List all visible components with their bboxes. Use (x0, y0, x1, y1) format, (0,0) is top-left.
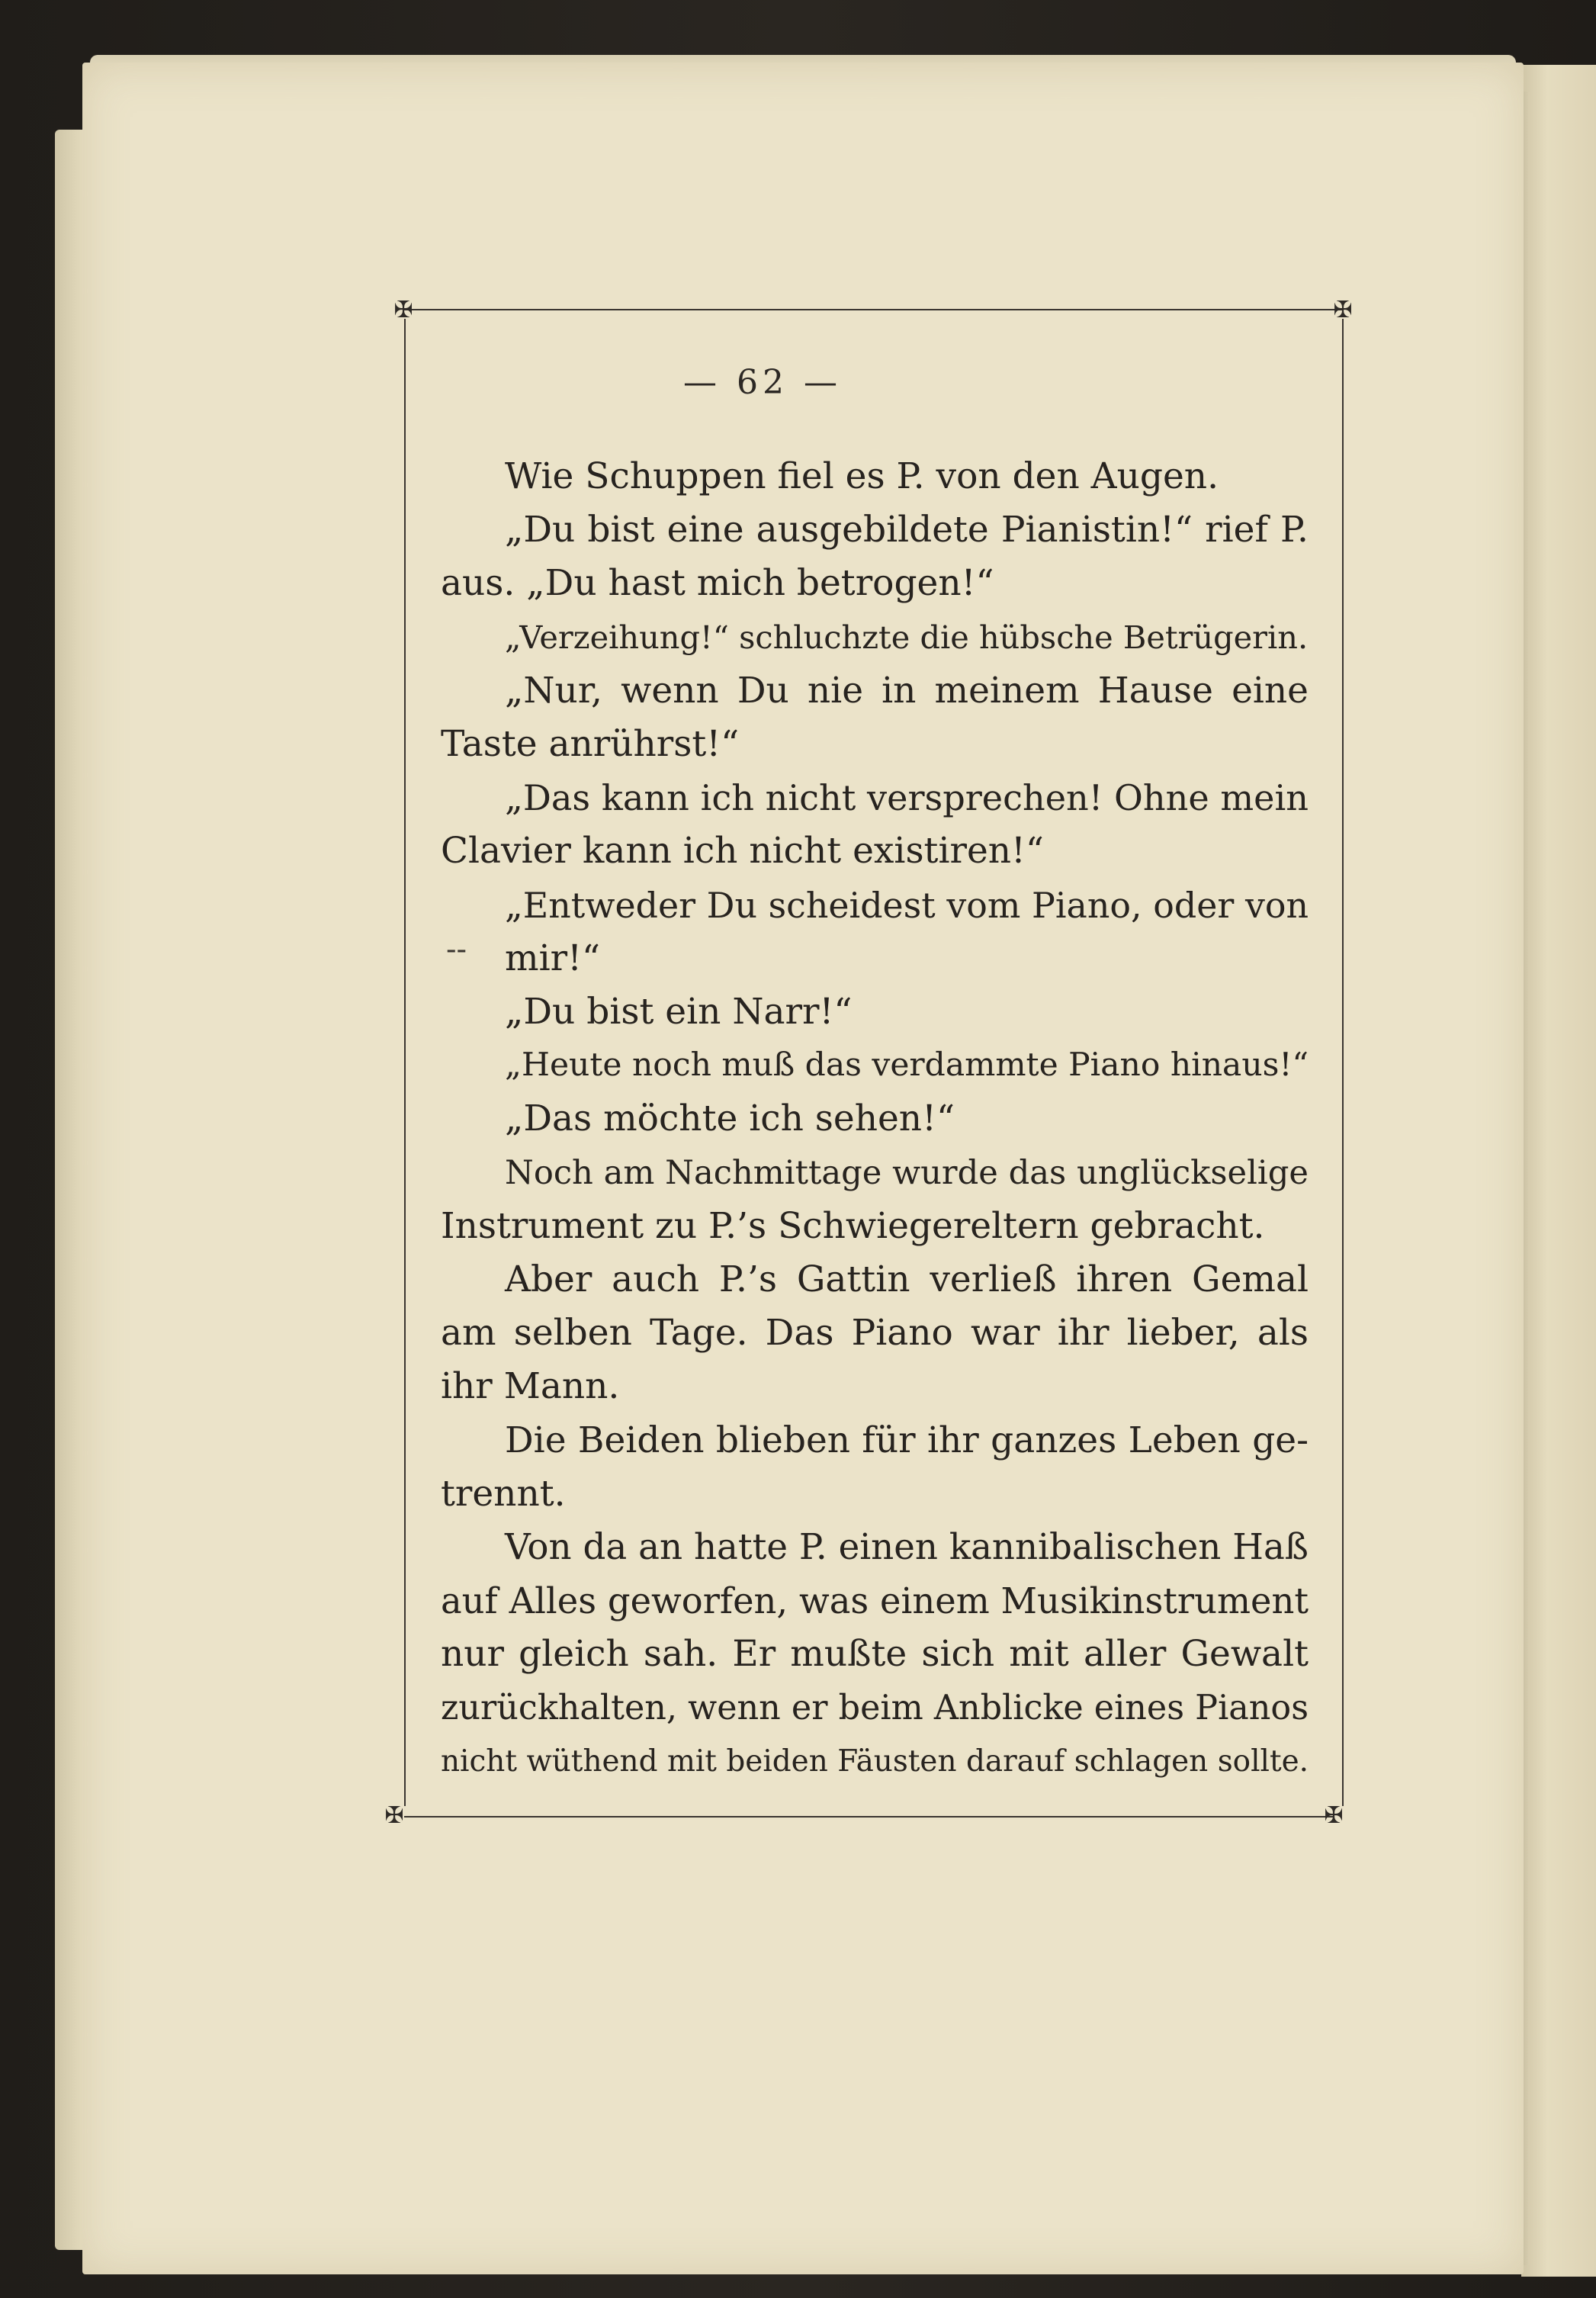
text-line: Clavier kann ich nicht existiren!“ (441, 830, 1044, 873)
text-line: Aber auch P.’s Gattin verließ ihren Gemal (505, 1258, 1309, 1300)
text-line: zurückhalten, wenn er beim Anblicke eines Pianos (441, 1688, 1309, 1728)
text-line: Noch am Nachmittage wurde das unglückselige (505, 1153, 1309, 1192)
text-line: nur gleich sah. Er mußte sich mit aller Gewalt (441, 1633, 1309, 1676)
text-line: trennt. (441, 1472, 566, 1515)
text-line: „Verzeihung!“ schluchzte die hübsche Betrügerin. (505, 618, 1309, 656)
text-line: „Heute noch muß das verdammte Piano hinaus!“ (505, 1046, 1309, 1085)
text-line: „Das möchte ich sehen!“ (505, 1098, 955, 1140)
corner-ornament-icon: ✠ (1333, 297, 1353, 323)
text-line: Taste anrührst!“ (441, 723, 740, 765)
frame-bottom-rule (404, 1816, 1334, 1818)
text-line: Die Beiden blieben für ihr ganzes Leben ge- (505, 1419, 1309, 1461)
corner-ornament-icon: ✠ (384, 1802, 404, 1829)
text-line: am selben Tage. Das Piano war ihr lieber, als (441, 1312, 1309, 1355)
text-line: mir!“ (505, 937, 600, 979)
frame-left-rule (404, 319, 406, 1806)
text-line: aus. „Du hast mich betrogen!“ (441, 562, 994, 605)
text-line: „Du bist ein Narr!“ (505, 991, 853, 1033)
frame-right-rule (1342, 319, 1344, 1806)
text-line: „Entweder Du scheidest vom Piano, oder von (505, 884, 1309, 926)
text-line: „Nur, wenn Du nie in meinem Hause eine (505, 669, 1309, 712)
frame-top-rule (404, 309, 1344, 310)
text-line: „Das kann ich nicht versprechen! Ohne mein (505, 777, 1309, 819)
next-page-edge (1521, 65, 1596, 2277)
corner-ornament-icon: ✠ (1324, 1802, 1344, 1829)
text-line: Wie Schuppen fiel es P. von den Augen. (505, 455, 1219, 497)
page-number: — 62 — (683, 363, 842, 402)
text-line: auf Alles geworfen, was einem Musikinstrument (441, 1580, 1309, 1622)
text-line: „Du bist eine ausgebildete Pianistin!“ rief P. (505, 509, 1309, 551)
text-line: Instrument zu P.’s Schwiegereltern gebracht. (441, 1204, 1265, 1247)
margin-dash-mark: -- (446, 932, 467, 967)
text-line: ihr Mann. (441, 1365, 620, 1408)
text-line: nicht wüthend mit beiden Fäusten darauf schlagen sollte. (441, 1744, 1309, 1779)
corner-ornament-icon: ✠ (393, 297, 413, 323)
text-line: Von da an hatte P. einen kannibalischen Haß (505, 1527, 1309, 1568)
